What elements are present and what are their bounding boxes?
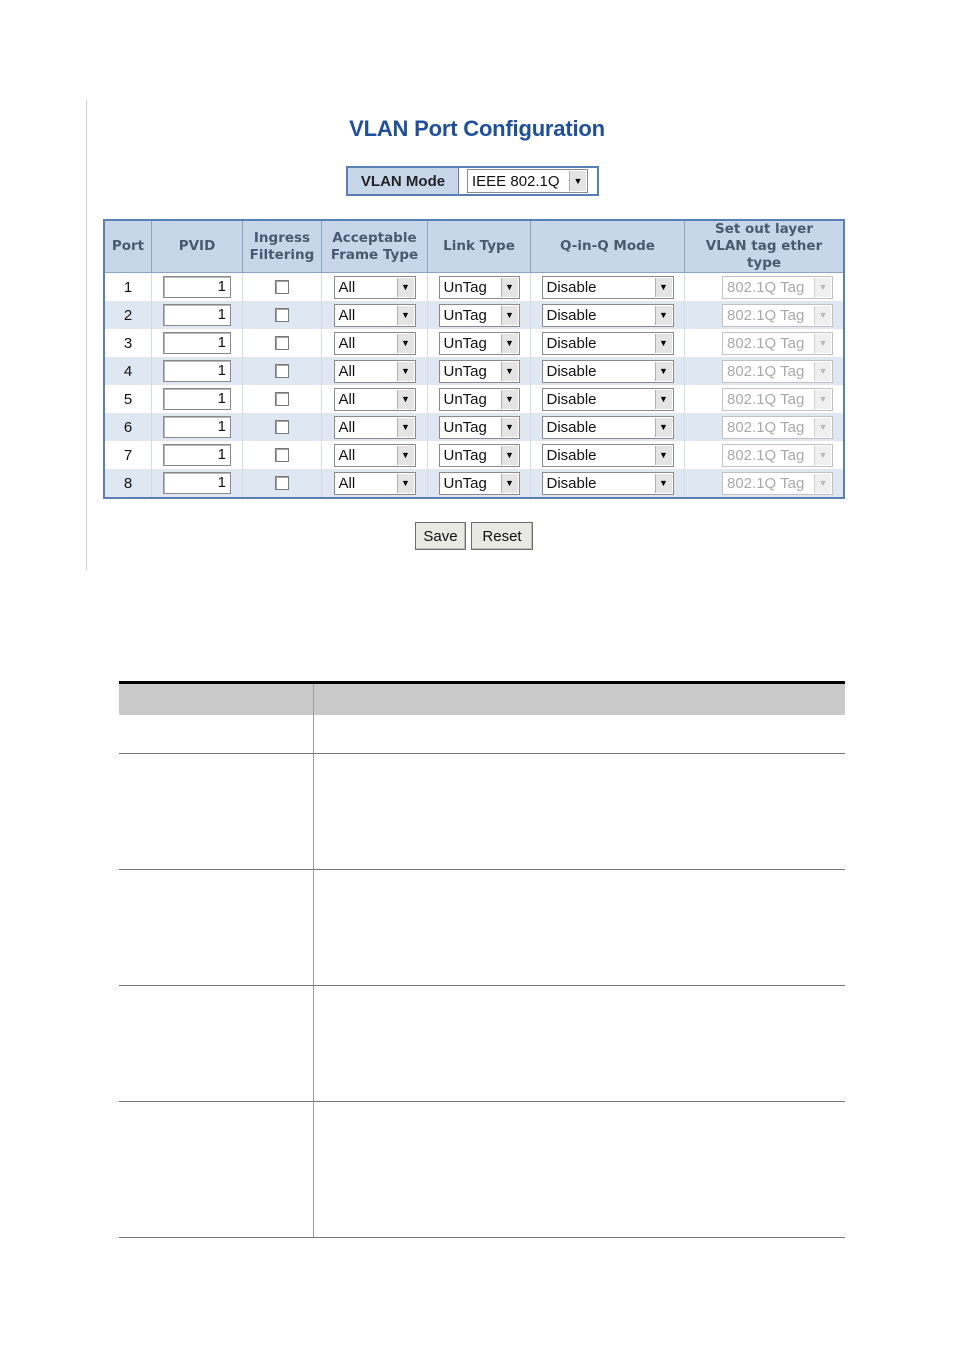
pvid-input[interactable]: 1 xyxy=(163,276,231,298)
table-row xyxy=(104,385,844,413)
port-number: 4 xyxy=(104,357,152,385)
table-row xyxy=(104,441,844,469)
col-ingress-line1: Ingress xyxy=(253,229,311,246)
ether-type-select xyxy=(722,444,833,467)
chevron-down-icon: ▼ xyxy=(501,362,518,381)
frame-type-select[interactable] xyxy=(334,276,416,299)
chevron-down-icon: ▼ xyxy=(814,474,831,493)
chevron-down-icon: ▼ xyxy=(814,278,831,297)
ether-type-value: 802.1Q Tag xyxy=(727,278,805,296)
vlan-mode-box xyxy=(346,166,599,196)
link-type-value: UnTag xyxy=(443,446,487,464)
table-row xyxy=(104,357,844,385)
ingress-filtering-checkbox[interactable] xyxy=(275,336,289,350)
page-title: VLAN Port Configuration xyxy=(349,116,605,141)
chevron-down-icon: ▼ xyxy=(501,306,518,325)
table-header-row xyxy=(104,220,844,273)
description-row xyxy=(119,986,845,1102)
ether-type-value: 802.1Q Tag xyxy=(727,362,805,380)
port-number: 7 xyxy=(104,441,152,469)
link-type-select[interactable] xyxy=(439,360,520,383)
description-row xyxy=(119,754,845,870)
chevron-down-icon: ▼ xyxy=(814,446,831,465)
qinq-mode-select[interactable] xyxy=(542,360,674,383)
description-table xyxy=(119,681,845,1238)
qinq-mode-select[interactable] xyxy=(542,332,674,355)
frame-type-select[interactable] xyxy=(334,360,416,383)
frame-type-select[interactable] xyxy=(334,472,416,495)
qinq-mode-select[interactable] xyxy=(542,472,674,495)
chevron-down-icon: ▼ xyxy=(655,306,672,325)
col-ingress xyxy=(243,220,322,273)
link-type-value: UnTag xyxy=(443,390,487,408)
chevron-down-icon: ▼ xyxy=(397,418,414,437)
qinq-mode-select[interactable] xyxy=(542,388,674,411)
link-type-value: UnTag xyxy=(443,418,487,436)
description-row xyxy=(119,870,845,986)
ether-type-select xyxy=(722,416,833,439)
ingress-filtering-checkbox[interactable] xyxy=(275,364,289,378)
qinq-mode-select[interactable] xyxy=(542,444,674,467)
chevron-down-icon: ▼ xyxy=(397,474,414,493)
description-row xyxy=(119,1102,845,1238)
ether-type-select xyxy=(722,332,833,355)
link-type-select[interactable] xyxy=(439,332,520,355)
chevron-down-icon: ▼ xyxy=(397,306,414,325)
col-link-type: Link Type xyxy=(428,220,531,273)
port-number: 5 xyxy=(104,385,152,413)
chevron-down-icon: ▼ xyxy=(814,390,831,409)
description-table-header xyxy=(119,684,845,715)
ether-type-value: 802.1Q Tag xyxy=(727,390,805,408)
table-row xyxy=(104,273,844,302)
link-type-value: UnTag xyxy=(443,306,487,324)
col-ether-type-line2: VLAN tag ether type xyxy=(705,238,823,271)
chevron-down-icon: ▼ xyxy=(397,362,414,381)
port-number: 2 xyxy=(104,301,152,329)
chevron-down-icon: ▼ xyxy=(501,278,518,297)
chevron-down-icon: ▼ xyxy=(655,278,672,297)
chevron-down-icon: ▼ xyxy=(569,171,586,191)
link-type-select[interactable] xyxy=(439,444,520,467)
col-frame-type-line2: Frame Type xyxy=(330,246,419,263)
qinq-mode-select[interactable] xyxy=(542,276,674,299)
chevron-down-icon: ▼ xyxy=(655,390,672,409)
chevron-down-icon: ▼ xyxy=(814,306,831,325)
frame-type-select[interactable] xyxy=(334,416,416,439)
link-type-value: UnTag xyxy=(443,362,487,380)
ingress-filtering-checkbox[interactable] xyxy=(275,280,289,294)
qinq-mode-value: Disable xyxy=(546,334,597,352)
ingress-filtering-checkbox[interactable] xyxy=(275,308,289,322)
link-type-value: UnTag xyxy=(443,334,487,352)
link-type-select[interactable] xyxy=(439,304,520,327)
vlan-mode-label: VLAN Mode xyxy=(348,168,459,194)
page-divider xyxy=(86,100,87,570)
table-row xyxy=(104,301,844,329)
ether-type-select xyxy=(722,360,833,383)
link-type-value: UnTag xyxy=(443,278,487,296)
frame-type-value: All xyxy=(338,334,356,352)
pvid-input[interactable]: 1 xyxy=(163,360,231,382)
table-row xyxy=(104,413,844,441)
chevron-down-icon: ▼ xyxy=(397,278,414,297)
port-number: 1 xyxy=(104,273,152,302)
frame-type-select[interactable] xyxy=(334,444,416,467)
pvid-input[interactable]: 1 xyxy=(163,304,231,326)
qinq-mode-value: Disable xyxy=(546,306,597,324)
chevron-down-icon: ▼ xyxy=(397,390,414,409)
chevron-down-icon: ▼ xyxy=(655,446,672,465)
chevron-down-icon: ▼ xyxy=(655,474,672,493)
chevron-down-icon: ▼ xyxy=(814,334,831,353)
port-number: 8 xyxy=(104,469,152,498)
ether-type-value: 802.1Q Tag xyxy=(727,446,805,464)
ether-type-value: 802.1Q Tag xyxy=(727,418,805,436)
pvid-input[interactable]: 1 xyxy=(163,416,231,438)
pvid-input[interactable]: 1 xyxy=(163,444,231,466)
link-type-select[interactable] xyxy=(439,388,520,411)
save-button[interactable]: Save xyxy=(415,522,466,550)
ingress-filtering-checkbox[interactable] xyxy=(275,392,289,406)
vlan-mode-select[interactable] xyxy=(467,169,588,193)
port-number: 3 xyxy=(104,329,152,357)
ether-type-value: 802.1Q Tag xyxy=(727,306,805,324)
pvid-input[interactable]: 1 xyxy=(163,388,231,410)
col-ether-type-line1: Set out layer xyxy=(714,221,813,237)
chevron-down-icon: ▼ xyxy=(655,418,672,437)
chevron-down-icon: ▼ xyxy=(397,446,414,465)
col-port: Port xyxy=(104,220,152,273)
link-type-select[interactable] xyxy=(439,472,520,495)
chevron-down-icon: ▼ xyxy=(501,446,518,465)
frame-type-select[interactable] xyxy=(334,304,416,327)
vlan-port-table xyxy=(103,219,845,499)
qinq-mode-value: Disable xyxy=(546,362,597,380)
frame-type-select[interactable] xyxy=(334,332,416,355)
frame-type-value: All xyxy=(338,474,356,492)
description-row xyxy=(119,715,845,754)
pvid-input[interactable]: 1 xyxy=(163,472,231,494)
ether-type-value: 802.1Q Tag xyxy=(727,334,805,352)
chevron-down-icon: ▼ xyxy=(501,474,518,493)
ether-type-select xyxy=(722,276,833,299)
chevron-down-icon: ▼ xyxy=(501,334,518,353)
pvid-input[interactable]: 1 xyxy=(163,332,231,354)
col-pvid: PVID xyxy=(152,220,243,273)
ingress-filtering-checkbox[interactable] xyxy=(275,448,289,462)
link-type-select[interactable] xyxy=(439,416,520,439)
col-ether-type xyxy=(685,220,845,273)
link-type-select[interactable] xyxy=(439,276,520,299)
qinq-mode-value: Disable xyxy=(546,474,597,492)
frame-type-value: All xyxy=(338,278,356,296)
table-row xyxy=(104,329,844,357)
link-type-value: UnTag xyxy=(443,474,487,492)
frame-type-value: All xyxy=(338,418,356,436)
chevron-down-icon: ▼ xyxy=(814,418,831,437)
frame-type-value: All xyxy=(338,306,356,324)
col-frame-type xyxy=(322,220,428,273)
frame-type-select[interactable] xyxy=(334,388,416,411)
chevron-down-icon: ▼ xyxy=(397,334,414,353)
ether-type-select xyxy=(722,472,833,495)
ether-type-select xyxy=(722,388,833,411)
chevron-down-icon: ▼ xyxy=(501,390,518,409)
col-ingress-line2: Filtering xyxy=(249,246,315,263)
qinq-mode-value: Disable xyxy=(546,446,597,464)
col-frame-type-line1: Acceptable xyxy=(332,229,417,246)
frame-type-value: All xyxy=(338,390,356,408)
chevron-down-icon: ▼ xyxy=(655,334,672,353)
qinq-mode-select[interactable] xyxy=(542,416,674,439)
col-qinq: Q-in-Q Mode xyxy=(531,220,685,273)
ingress-filtering-checkbox[interactable] xyxy=(275,420,289,434)
table-row xyxy=(104,469,844,498)
ingress-filtering-checkbox[interactable] xyxy=(275,476,289,490)
frame-type-value: All xyxy=(338,446,356,464)
frame-type-value: All xyxy=(338,362,356,380)
qinq-mode-value: Disable xyxy=(546,278,597,296)
ether-type-value: 802.1Q Tag xyxy=(727,474,805,492)
qinq-mode-select[interactable] xyxy=(542,304,674,327)
vlan-mode-value: IEEE 802.1Q xyxy=(472,172,560,190)
qinq-mode-value: Disable xyxy=(546,418,597,436)
chevron-down-icon: ▼ xyxy=(501,418,518,437)
port-number: 6 xyxy=(104,413,152,441)
ether-type-select xyxy=(722,304,833,327)
qinq-mode-value: Disable xyxy=(546,390,597,408)
chevron-down-icon: ▼ xyxy=(655,362,672,381)
reset-button[interactable]: Reset xyxy=(471,522,533,550)
chevron-down-icon: ▼ xyxy=(814,362,831,381)
